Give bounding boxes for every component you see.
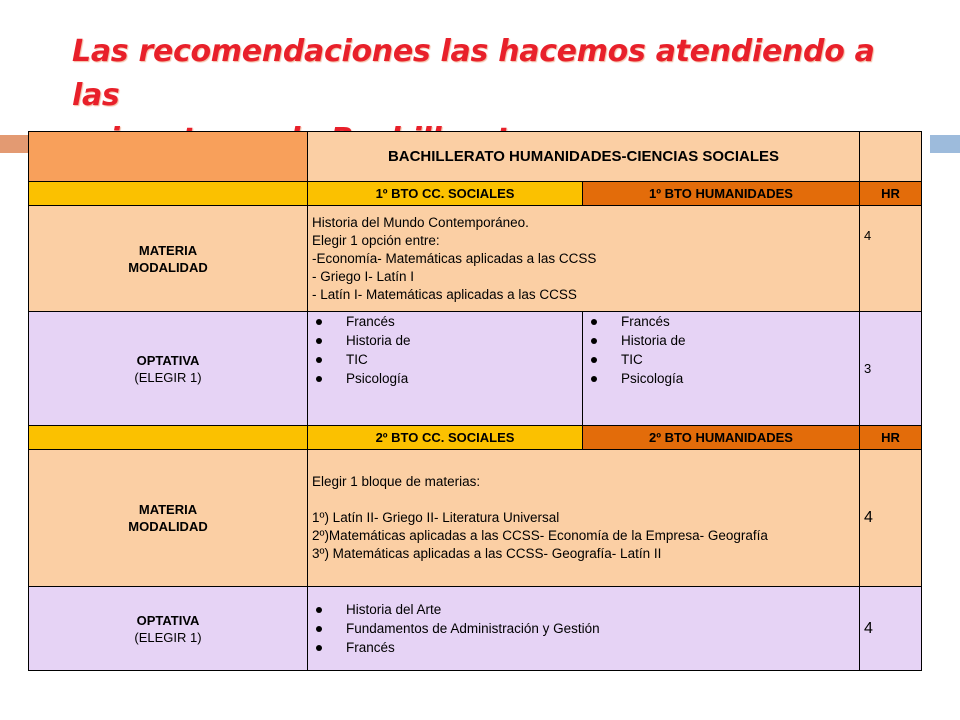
year2-optativa-content	[308, 587, 860, 671]
year2-col-sociales: 2º BTO CC. SOCIALES	[308, 426, 583, 450]
list-item: Psicología	[591, 369, 855, 388]
year2-materia-label-1: MATERIA	[138, 502, 198, 517]
year1-materia-hr: 4	[860, 206, 922, 312]
bullet-icon	[316, 376, 322, 382]
year1-materia-label	[29, 206, 308, 312]
year2-materia-intro: Elegir 1 bloque de materias:	[312, 474, 481, 489]
accent-bar-right	[930, 135, 960, 153]
year1-optativa-label	[29, 312, 308, 426]
bachillerato-table	[28, 131, 922, 671]
year1-materia-row	[29, 206, 922, 312]
list-item: Fundamentos de Administración y Gestión	[316, 619, 855, 638]
year1-col-hr: HR	[860, 182, 922, 206]
year1-optativa-hr: 3	[860, 312, 922, 426]
year1-col-sociales: 1º BTO CC. SOCIALES	[308, 182, 583, 206]
bullet-icon	[316, 338, 322, 344]
year2-col-humanidades: 2º BTO HUMANIDADES	[583, 426, 860, 450]
year1-header-row	[29, 182, 922, 206]
list-item: Francés	[316, 312, 578, 331]
year1-materia-content	[308, 206, 860, 312]
list-item: -Economía- Matemáticas aplicadas a las CCSS	[312, 250, 597, 266]
bullet-icon	[591, 338, 597, 344]
year2-optativa-label	[29, 587, 308, 671]
bullet-icon	[316, 319, 322, 325]
list-item: Francés	[316, 638, 855, 657]
bullet-icon	[591, 376, 597, 382]
list-item: Historia del Mundo Contemporáneo.	[312, 214, 529, 230]
year2-optativa-label-1: OPTATIVA	[136, 612, 200, 628]
header-hr-corner-cell	[860, 132, 922, 182]
list-item: TIC	[591, 350, 855, 369]
year1-col-humanidades: 1º BTO HUMANIDADES	[583, 182, 860, 206]
year2-optativa-hr: 4	[860, 587, 922, 671]
year1-materia-label-2: MODALIDAD	[128, 259, 208, 275]
list-item: Psicología	[316, 369, 578, 388]
year2-optativa-row	[29, 587, 922, 671]
list-item: TIC	[316, 350, 578, 369]
list-item: Elegir 1 opción entre:	[312, 232, 440, 248]
bullet-icon	[316, 645, 322, 651]
year2-col-hr: HR	[860, 426, 922, 450]
bullet-icon	[316, 607, 322, 613]
list-item: Historia de	[316, 331, 578, 350]
list-item: 1º) Latín II- Griego II- Literatura Universal	[312, 510, 560, 525]
year2-materia-row	[29, 450, 922, 587]
list-item: - Griego I- Latín I	[312, 268, 415, 284]
bullet-icon	[591, 319, 597, 325]
year1-header-blank	[29, 182, 308, 206]
year2-header-row	[29, 426, 922, 450]
year2-header-blank	[29, 426, 308, 450]
list-item: 3º) Matemáticas aplicadas a las CCSS- Geografía- Latín II	[312, 546, 662, 561]
year1-optativa-humanidades	[583, 312, 860, 426]
year1-optativa-sociales	[308, 312, 583, 426]
list-item: Historia de	[591, 331, 855, 350]
year1-optativa-row	[29, 312, 922, 426]
bullet-icon	[591, 357, 597, 363]
year1-optativa-label-2: (ELEGIR 1)	[134, 369, 202, 385]
title-line-1: Las recomendaciones las hacemos atendiendo a las	[72, 34, 875, 113]
year1-optativa-label-1: OPTATIVA	[136, 352, 200, 368]
list-item: Francés	[591, 312, 855, 331]
list-item: - Latín I- Matemáticas aplicadas a las CCSS	[312, 286, 577, 302]
list-item: Historia del Arte	[316, 600, 855, 619]
table-header-row	[29, 132, 922, 182]
year1-materia-label-1: MATERIA	[138, 242, 198, 258]
table-header: BACHILLERATO HUMANIDADES-CIENCIAS SOCIALES	[308, 132, 860, 182]
year2-materia-label	[29, 450, 308, 587]
year2-materia-hr: 4	[860, 450, 922, 587]
year2-materia-label-2: MODALIDAD	[128, 519, 208, 534]
bullet-icon	[316, 626, 322, 632]
year2-optativa-label-2: (ELEGIR 1)	[134, 629, 202, 645]
accent-bar-left	[0, 135, 28, 153]
list-item: 2º)Matemáticas aplicadas a las CCSS- Economía de la Empresa- Geografía	[312, 528, 768, 543]
bullet-icon	[316, 357, 322, 363]
year2-materia-content	[308, 450, 860, 587]
header-corner-cell	[29, 132, 308, 182]
